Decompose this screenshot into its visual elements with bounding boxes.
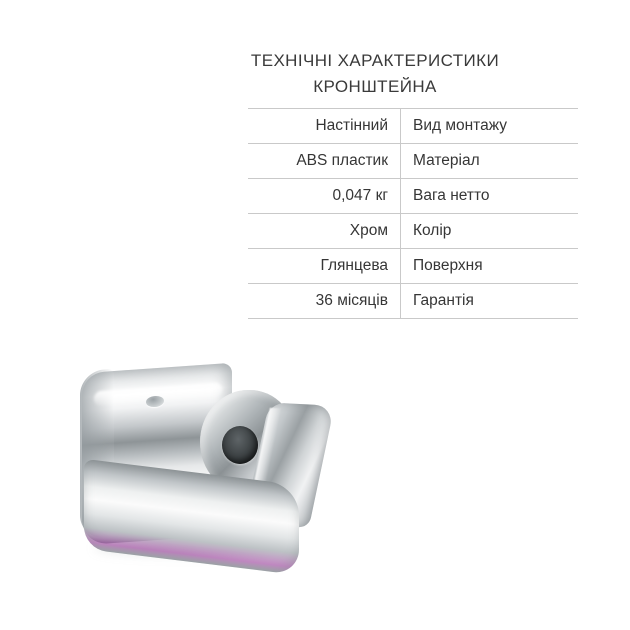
spec-value-material: ABS пластик: [248, 144, 401, 179]
spec-label-net-weight: Вага нетто: [401, 179, 579, 214]
spec-value-surface: Глянцева: [248, 249, 401, 284]
page-title: [195, 48, 555, 100]
table-row: [248, 179, 578, 214]
page-title-line-1: ТЕХНІЧНІ ХАРАКТЕРИСТИКИ: [250, 51, 500, 70]
spec-label-material: Матеріал: [401, 144, 579, 179]
spec-value-color: Хром: [248, 214, 401, 249]
spec-value-warranty: 36 місяців: [248, 284, 401, 319]
spec-value-net-weight: 0,047 кг: [248, 179, 401, 214]
product-image: [60, 352, 360, 567]
table-row: [248, 144, 578, 179]
spec-label-mount-type: Вид монтажу: [401, 109, 579, 144]
bracket-socket-hole: [222, 426, 258, 464]
table-row: [248, 109, 578, 144]
table-row: [248, 214, 578, 249]
page-title-line-2: КРОНШТЕЙНА: [313, 77, 437, 96]
table-row: [248, 284, 578, 319]
specifications-table: [248, 108, 578, 319]
spec-label-warranty: Гарантія: [401, 284, 579, 319]
table-row: [248, 249, 578, 284]
spec-label-color: Колір: [401, 214, 579, 249]
spec-value-mount-type: Настінний: [248, 109, 401, 144]
spec-label-surface: Поверхня: [401, 249, 579, 284]
